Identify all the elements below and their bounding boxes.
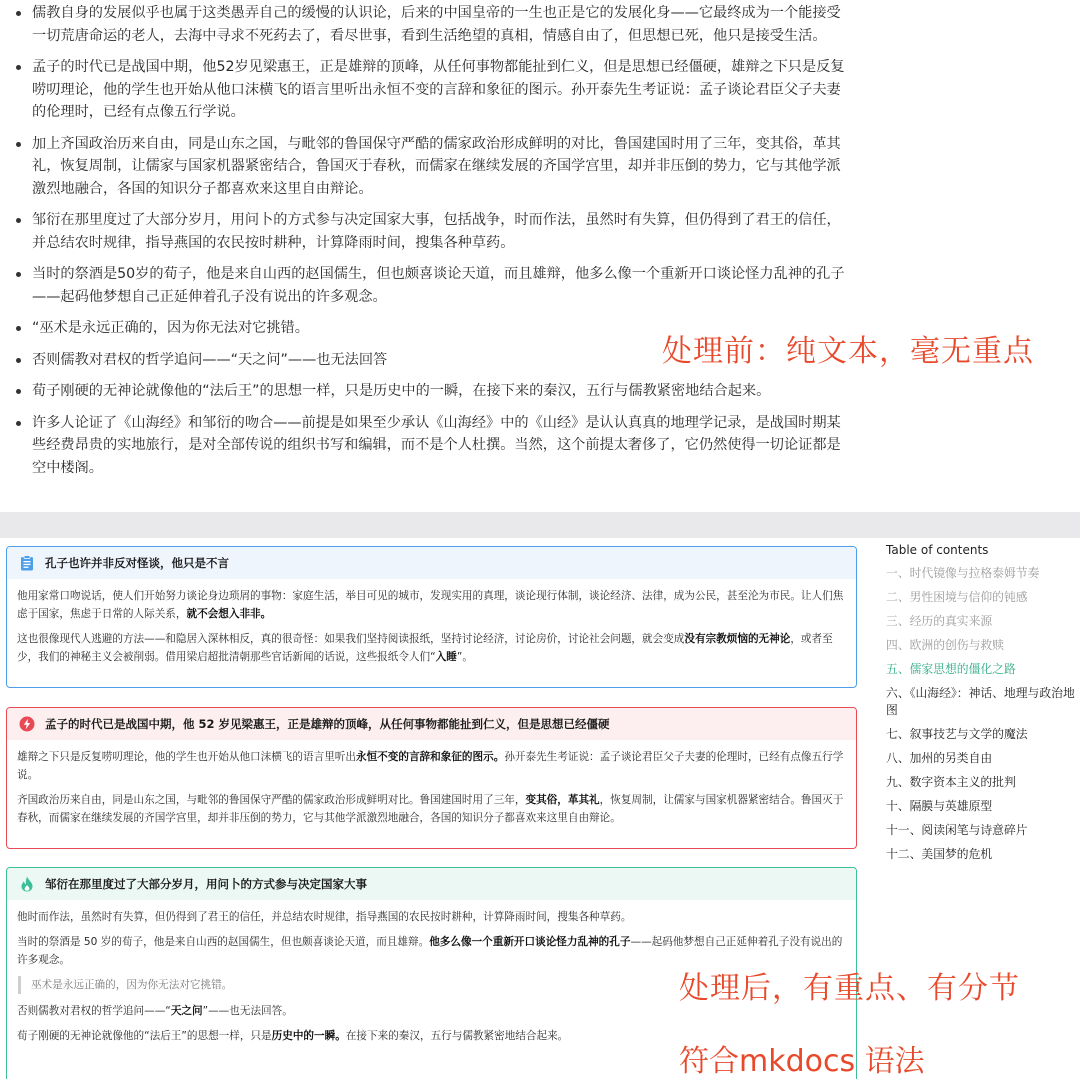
list-item: 孟子的时代已是战国中期，他52岁见梁惠王，正是雄辩的顶峰，从任何事物都能扯到仁义，但是思想已经僵硬，雄辩之下只是反复唠叨理论，他的学生也开始从他口沫横飞的语言里听出永恒不变的言辞和象征的图示。孙开泰先生考证说：孟子谈论君臣父子夫妻的伦理时，已经有点像五行学说。 [0, 56, 860, 124]
bold-text: 永恒不变的言辞和象征的图示。 [356, 751, 505, 763]
list-item: 荀子刚硬的无神论就像他的“法后王”的思想一样，只是历史中的一瞬，在接下来的秦汉，五行与儒教紧密地结合起来。 [0, 380, 860, 403]
note-admonition [6, 546, 857, 688]
paragraph [17, 587, 846, 623]
bold-text: 就不会想入非非。 [186, 608, 272, 620]
bold-text: 他多么像一个重新开口谈论怪力乱神的孔子 [429, 936, 631, 948]
list-item: 许多人论证了《山海经》和邹衍的吻合——前提是如果至少承认《山海经》中的《山经》是认认真真的地理学记录，是战国时期某些经费昂贵的实地旅行，是对全部传说的组织书写和编辑，而不是个人杜撰。当然，这个前提太奢侈了，它仍然使得一切论证都是空中楼阁。 [0, 412, 860, 480]
text-run: 否则儒教对君权的哲学追问——“ [17, 1005, 171, 1017]
toc-title: Table of contents [886, 543, 989, 557]
toc-list [886, 565, 1080, 863]
danger-admonition [6, 707, 857, 849]
text-run: 孙开泰先生考证说：孟子谈论君臣父子夫妻的伦理时，已经有点像五行学说。 [17, 751, 844, 781]
text-run: 雄辩之下只是反复唠叨理论，他的学生也开始从他口沫横飞的语言里听出 [17, 751, 356, 763]
admonition-body [7, 740, 856, 837]
paragraph [17, 630, 846, 666]
toc-item[interactable]: 八、加州的另类自由 [886, 751, 993, 765]
list-item: 当时的祭酒是50岁的荀子，他是来自山西的赵国儒生，但也颇喜谈论天道，而且雄辩，他多么像一个重新开口谈论怪力乱神的孔子——起码他梦想自己正延伸着孔子没有说出的许多观念。 [0, 263, 860, 308]
bold-text: 历史中的一瞬。 [271, 1030, 346, 1042]
toc-item[interactable]: 四、欧洲的创伤与救赎 [886, 638, 1004, 652]
list-item: 儒教自身的发展似乎也属于这类愚弄自己的缓慢的认识论，后来的中国皇帝的一生也正是它的发展化身——它最终成为一个能接受一切荒唐命运的老人，去海中寻求不死药去了，看尽世事，看到生活绝望的真相，情感自由了，但思想已死，他只是接受生活。 [0, 2, 860, 47]
text-run: 当时的祭酒是 50 岁的荀子，他是来自山西的赵国儒生，但也颇喜谈论天道，而且雄辩。 [17, 936, 430, 948]
bold-text: 没有宗教烦恼的无神论 [684, 633, 791, 645]
text-run: ——起码他梦想自己正延伸着孔子没有说出的许多观念。 [17, 936, 843, 966]
toc-item[interactable]: 二、男性困境与信仰的钝感 [886, 590, 1028, 604]
list-item: 否则儒教对君权的哲学追问——“天之问”——也无法回答 [0, 349, 860, 372]
list-item: 邹衍在那里度过了大部分岁月，用问卜的方式参与决定国家大事，包括战争，时而作法，虽然时有失算，但仍得到了君王的信任，并总结农时规律，指导燕国的农民按时耕种，计算降雨时间，搜集各种草药。 [0, 209, 860, 254]
list-item: “巫术是永远正确的，因为你无法对它挑错。 [0, 317, 860, 340]
toc-item-active[interactable]: 五、儒家思想的僵化之路 [886, 662, 1016, 676]
paragraph [17, 748, 846, 784]
paragraph: 他时而作法，虽然时有失算，但仍得到了君王的信任，并总结农时规律，指导燕国的农民按时耕种，计算降雨时间，搜集各种草药。 [17, 911, 632, 923]
syntax-annotation: 符合mkdocs 语法 [679, 1044, 925, 1079]
admonition-title: 孟子的时代已是战国中期，他 52 岁见梁惠王，正是雄辩的顶峰，从任何事物都能扯到仁义，但是思想已经僵硬 [45, 717, 610, 731]
text-run: ，恢复周制，让儒家与国家机器紧密结合。鲁国灭于春秋，而儒家在继续发展的齐国学宫里，却并非压倒的势力，它与其他学派激烈地融合，各国的知识分子都喜欢来这里自由辩论。 [17, 794, 844, 824]
admonition-title-bar[interactable] [7, 547, 856, 579]
admonition-title-bar[interactable] [7, 868, 856, 900]
text-run: ”——也无法回答。 [202, 1005, 293, 1017]
after-section [0, 538, 1080, 1079]
text-run: 在接下来的秦汉，五行与儒教紧密地结合起来。 [345, 1030, 569, 1042]
flame-icon [19, 876, 35, 892]
text-run: 荀子刚硬的无神论就像他的“法后王”的思想一样，只是 [17, 1030, 272, 1042]
text-run: 这也很像现代人逃避的方法——和隐居入深林相反，真的很奇怪：如果我们坚持阅读报纸，坚持讨论经济，讨论房价，讨论社会问题，就会变成 [17, 633, 685, 645]
plain-text-list [0, 2, 860, 479]
toc-item[interactable]: 九、数字资本主义的批判 [886, 775, 1016, 789]
toc-item[interactable]: 三、经历的真实来源 [886, 614, 993, 628]
bold-text: 入睡 [435, 651, 457, 663]
admonition-title-bar[interactable] [7, 708, 856, 740]
bold-text: 天之问 [170, 1005, 203, 1017]
blockquote: 巫术是永远正确的，因为你无法对它挑错。 [18, 976, 846, 994]
toc-item[interactable]: 十二、美国梦的危机 [886, 847, 993, 861]
lightning-icon [19, 716, 35, 732]
before-annotation: 处理前：纯文本，毫无重点 [662, 334, 1034, 369]
text-run: 他用家常口吻说话，使人们开始努力谈论身边琐屑的事物：家庭生活，举目可见的城市，发现实用的真理，谈论现行体制，谈论经济、法律，成为公民，甚至沦为市民。让人们焦虑于国家，焦虑于日常的人际关系， [17, 590, 844, 620]
toc-item[interactable]: 七、叙事技艺与文学的魔法 [886, 727, 1028, 741]
admonition-body [7, 579, 856, 676]
toc-item[interactable]: 十一、阅读闲笔与诗意碎片 [886, 823, 1028, 837]
text-run: ，或者至少，我们的神秘主义会被削弱。借用梁启超批清朝那些官话新闻的话说，这些报纸令人们“ [17, 633, 833, 663]
toc-item[interactable]: 一、时代镜像与拉格泰姆节奏 [886, 566, 1040, 580]
table-of-contents [886, 543, 1080, 870]
toc-item[interactable]: 十、隔膜与英雄原型 [886, 799, 993, 813]
clipboard-icon [19, 555, 35, 571]
admonition-title: 孔子也许并非反对怪谈，他只是不言 [45, 556, 229, 570]
text-run: 齐国政治历来自由，同是山东之国，与毗邻的鲁国保守严酷的儒家政治形成鲜明对比。鲁国建国时用了三年， [17, 794, 526, 806]
paragraph [17, 791, 846, 827]
section-divider [0, 512, 1080, 538]
bold-text: 变其俗，革其礼 [525, 794, 600, 806]
toc-item[interactable]: 六、《山海经》：神话、地理与政治地图 [886, 686, 1075, 717]
after-annotation: 处理后，有重点、有分节 [679, 971, 1020, 1006]
admonition-title: 邹衍在那里度过了大部分岁月，用问卜的方式参与决定国家大事 [45, 877, 367, 891]
list-item: 加上齐国政治历来自由，同是山东之国，与毗邻的鲁国保守严酷的儒家政治形成鲜明的对比，鲁国建国时用了三年，变其俗，革其礼，恢复周制，让儒家与国家机器紧密结合，鲁国灭于春秋，而儒家在继续发展的齐国学宫里，却并非压倒的势力，它与其他学派激烈地融合，各国的知识分子都喜欢来这里自由辩论。 [0, 133, 860, 201]
text-run: ”。 [456, 651, 473, 663]
before-section [0, 0, 1080, 512]
